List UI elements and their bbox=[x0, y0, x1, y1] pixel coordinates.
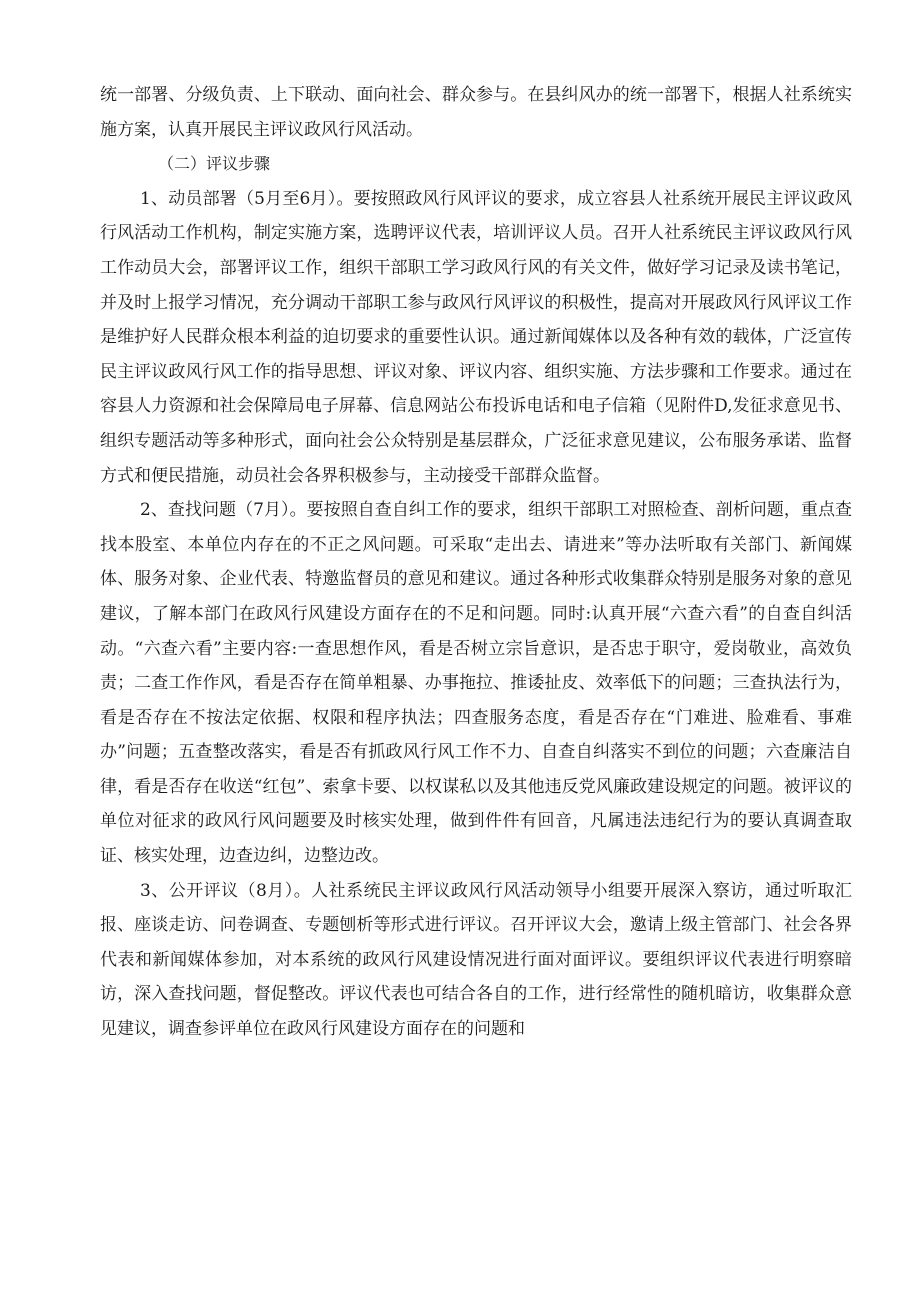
paragraph-step-1-mobilization: 1、动员部署（5月至6月）。要按照政风行风评议的要求，成立容县人社系统开展民主评议政风行风活动工作机构，制定实施方案，选聘评议代表，培训评议人员。召开人社系统民主评议政风行风工作动员大会，部署评议工作，组织干部职工学习政风行风的有关文件，做好学习记录及读书笔记，并及时上报学习情况，充分调动干部职工参与政风行风评议的积极性，提高对开展政风行风评议工作是维护好人民群众根本利益的迫切要求的重要性认识。通过新闻媒体以及各种有效的载体，广泛宣传民主评议政风行风工作的指导思想、评议对象、评议内容、组织实施、方法步骤和工作要求。通过在容县人力资源和社会保障局电子屏幕、信息网站公布投诉电话和电子信箱（见附件D,发征求意见书、组织专题活动等多种形式，面向社会公众特别是基层群众，广泛征求意见建议，公布服务承诺、监督方式和便民措施，动员社会各界积极参与，主动接受干部群众监督。 bbox=[100, 188, 852, 486]
paragraph-intro-continuation: 统一部署、分级负责、上下联动、面向社会、群众参与。在县纠风办的统一部署下，根据人社系统实施方案，认真开展民主评议政风行风活动。 bbox=[100, 85, 852, 140]
paragraph-step-3-public-review: 3、公开评议（8月）。人社系统民主评议政风行风活动领导小组要开展深入察访，通过听取汇报、座谈走访、问卷调查、专题刨析等形式进行评议。召开评议大会，邀请上级主管部门、社会各界代表和新闻媒体参加，对本系统的政风行风建设情况进行面对面评议。要组织评议代表进行明察暗访，深入查找问题，督促整改。评议代表也可结合各自的工作，进行经常性的随机暗访，收集群众意见建议，调查参评单位在政风行风建设方面存在的问题和 bbox=[100, 880, 852, 1040]
paragraph-step-2-find-problems: 2、查找问题（7月）。要按照自查自纠工作的要求，组织干部职工对照检查、剖析问题，重点查找本股室、本单位内存在的不正之风问题。可采取“走出去、请进来”等办法听取有关部门、新闻媒体、服务对象、企业代表、特邀监督员的意见和建议。通过各种形式收集群众特别是服务对象的意见建议，了解本部门在政风行风建设方面存在的不足和问题。同时:认真开展“六查六看”的自查自纠活动。“六查六看”主要内容:一查思想作风，看是否树立宗旨意识，是否忠于职守，爱岗敬业，高效负责；二查工作作风，看是否存在简单粗暴、办事拖拉、推诿扯皮、效率低下的问题；三查执法行为，看是否存在不按法定依据、权限和程序执法；四查服务态度，看是否存在“门难进、脸难看、事难办”问题；五查整改落实，看是否有抓政风行风工作不力、自查自纠落实不到位的问题；六查廉洁自律，看是否存在收送“红包”、索拿卡要、以权谋私以及其他违反党风廉政建设规定的问题。被评议的单位对征求的政风行风问题要及时核实处理，做到件件有回音，凡属违法违纪行为的要认真调查取证、核实处理，边查边纠，边整边改。 bbox=[100, 500, 852, 867]
section-heading-review-steps: （二）评议步骤 bbox=[158, 154, 271, 174]
